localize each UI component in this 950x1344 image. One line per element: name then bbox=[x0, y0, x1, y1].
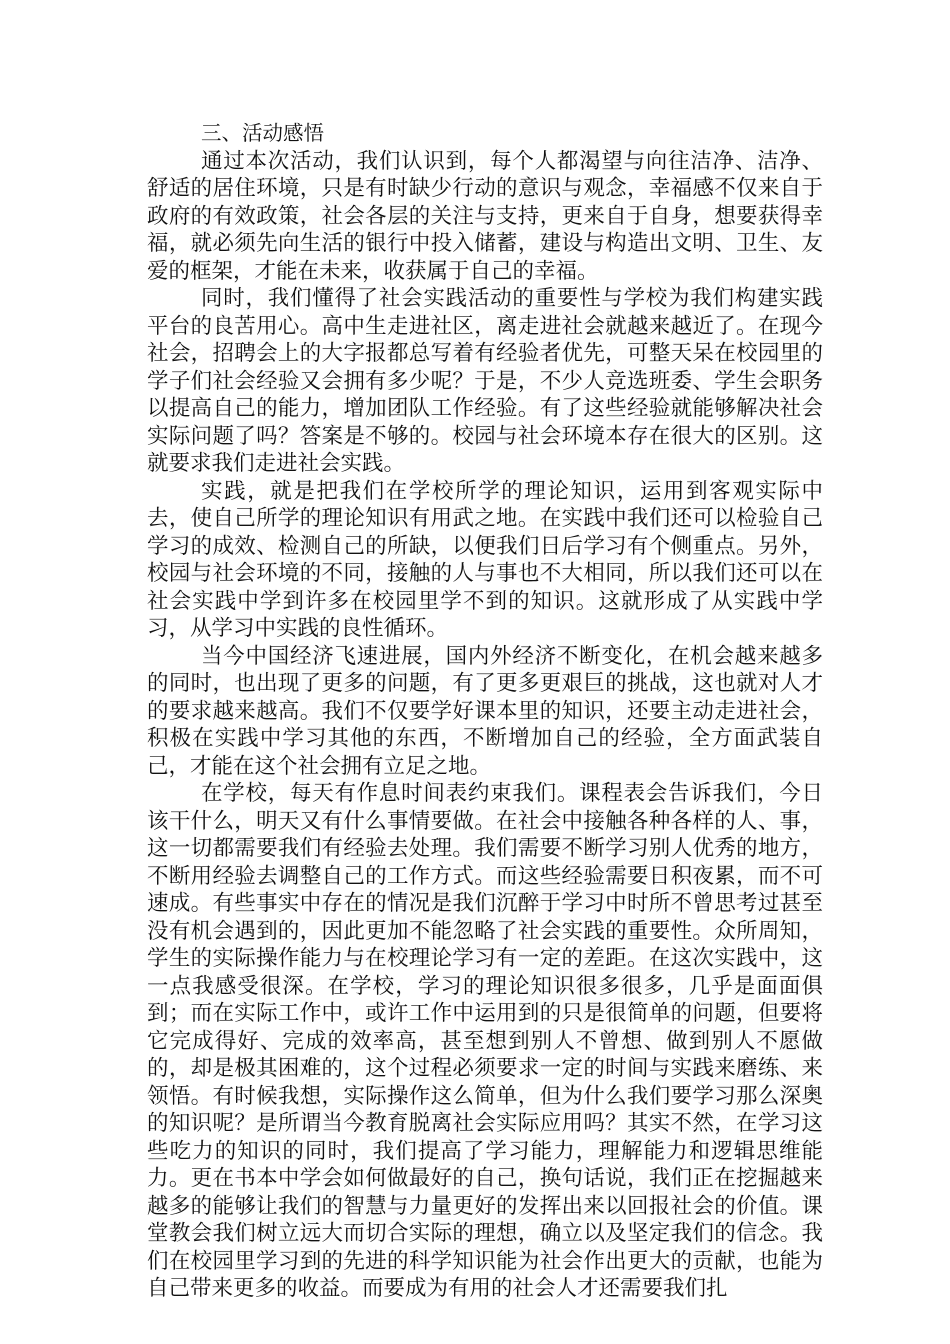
paragraph-5: 在学校，每天有作息时间表约束我们。课程表会告诉我们，今日该干什么，明天又有什么事情要做。在社会中接触各种各样的人、事，这一切都需要我们有经验去处理。我们需要不断学习别人优秀的地方，不断用经验去调整自己的工作方式。而这些经验需要日积夜累，而不可速成。有些事实中存在的情况是我们沉醉于学习中时所不曾思考过甚至没有机会遇到的，因此更加不能忽略了社会实践的重要性。众所周知，学生的实际操作能力与在校理论学习有一定的差距。在这次实践中，这一点我感受很深。在学校，学习的理论知识很多很多，几乎是面面俱到；而在实际工作中，或许工作中运用到的只是很简单的问题，但要将它完成得好、完成的效率高，甚至想到别人不曾想、做到别人不愿做的，却是极其困难的，这个过程必须要求一定的时间与实践来磨练、来领悟。有时候我想，实际操作这么简单，但为什么我们要学习那么深奥的知识呢？是所谓当今教育脱离社会实际应用吗？其实不然，在学习这些吃力的知识的同时，我们提高了学习能力，理解能力和逻辑思维能力。更在书本中学会如何做最好的自己，换句话说，我们正在挖掘越来越多的能够让我们的智慧与力量更好的发挥出来以回报社会的价值。课堂教会我们树立远大而切合实际的理想，确立以及坚定我们的信念。我们在校园里学习到的先进的科学知识能为社会作出更大的贡献，也能为自己带来更多的收益。而要成为有用的社会人才还需要我们扎 bbox=[147, 781, 823, 1301]
document-page bbox=[147, 120, 823, 1303]
paragraph-4: 当今中国经济飞速进展，国内外经济不断变化，在机会越来越多的同时，也出现了更多的问题，有了更多更艰巨的挑战，这也就对人才的要求越来越高。我们不仅要学好课本里的知识，还要主动走进社会，积极在实践中学习其他的东西，不断增加自己的经验，全方面武装自己，才能在这个社会拥有立足之地。 bbox=[147, 643, 823, 779]
paragraph-2: 同时，我们懂得了社会实践活动的重要性与学校为我们构建实践平台的良苦用心。高中生走进社区，离走进社会就越来越近了。在现今社会，招聘会上的大字报都总写着有经验者优先，可整天呆在校园里的学子们社会经验又会拥有多少呢？于是，不少人竞选班委、学生会职务以提高自己的能力，增加团队工作经验。有了这些经验就能够解决社会实际问题了吗？答案是不够的。校园与社会环境本存在很大的区别。这就要求我们走进社会实践。 bbox=[147, 286, 823, 476]
paragraph-3: 实践，就是把我们在学校所学的理论知识，运用到客观实际中去，使自己所学的理论知识有用武之地。在实践中我们还可以检验自己学习的成效、检测自己的所缺，以便我们日后学习有个侧重点。另外，校园与社会环境的不同，接触的人与事也不大相同，所以我们还可以在社会实践中学到许多在校园里学不到的知识。这就形成了从实践中学习，从学习中实践的良性循环。 bbox=[147, 478, 823, 641]
section-heading: 三、活动感悟 bbox=[201, 121, 324, 145]
paragraph-1: 通过本次活动，我们认识到，每个人都渴望与向往洁净、洁净、舒适的居住环境，只是有时缺少行动的意识与观念，幸福感不仅来自于政府的有效政策，社会各层的关注与支持，更来自于自身，想要获得幸福，就必须先向生活的银行中投入储蓄，建设与构造出文明、卫生、友爱的框架，才能在未来，收获属于自己的幸福。 bbox=[147, 148, 823, 284]
